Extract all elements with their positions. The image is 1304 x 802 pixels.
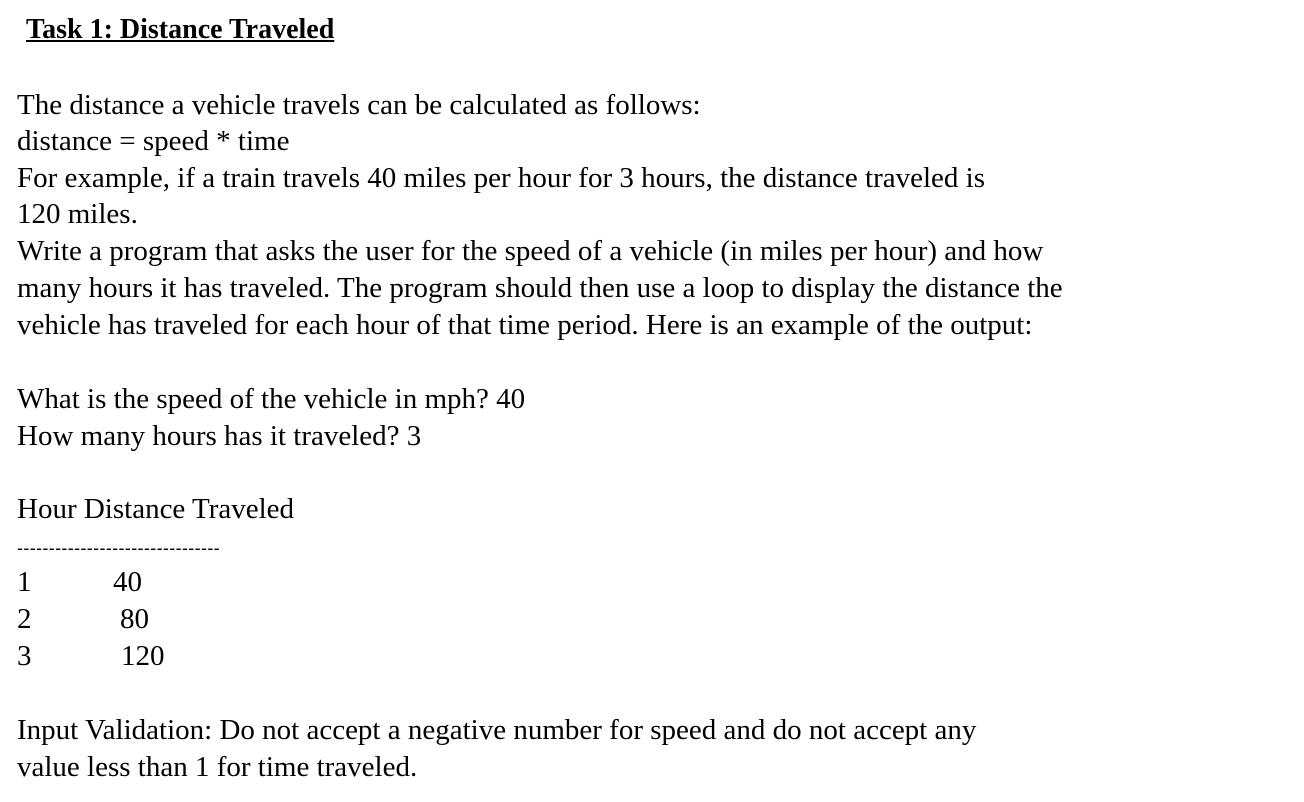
example-prompt-hours: How many hours has it traveled? 3: [17, 420, 422, 452]
table-separator: --------------------------------: [17, 538, 221, 558]
distance-cell: 120: [121, 640, 165, 672]
hour-cell: 2: [17, 603, 32, 635]
paragraph-line: The distance a vehicle travels can be calculated as follows:: [17, 89, 701, 121]
hour-cell: 3: [17, 640, 32, 672]
validation-line: value less than 1 for time traveled.: [17, 751, 418, 783]
example-prompt-speed: What is the speed of the vehicle in mph? 40: [17, 383, 526, 415]
table-header: Hour Distance Traveled: [17, 493, 295, 525]
validation-line: Input Validation: Do not accept a negative number for speed and do not accept any: [17, 714, 977, 746]
formula-line: distance = speed * time: [17, 125, 290, 157]
paragraph-line: Write a program that asks the user for the speed of a vehicle (in miles per hour) and how: [17, 235, 1044, 267]
distance-cell: 40: [113, 566, 142, 598]
distance-cell: 80: [120, 603, 149, 635]
paragraph-line: vehicle has traveled for each hour of that time period. Here is an example of the output:: [17, 309, 1033, 341]
hour-cell: 1: [17, 566, 32, 598]
paragraph-line: For example, if a train travels 40 miles per hour for 3 hours, the distance traveled is: [17, 162, 985, 194]
task-title: Task 1: Distance Traveled: [26, 14, 335, 45]
paragraph-line: 120 miles.: [17, 198, 138, 230]
paragraph-line: many hours it has traveled. The program should then use a loop to display the distance the: [17, 272, 1063, 304]
